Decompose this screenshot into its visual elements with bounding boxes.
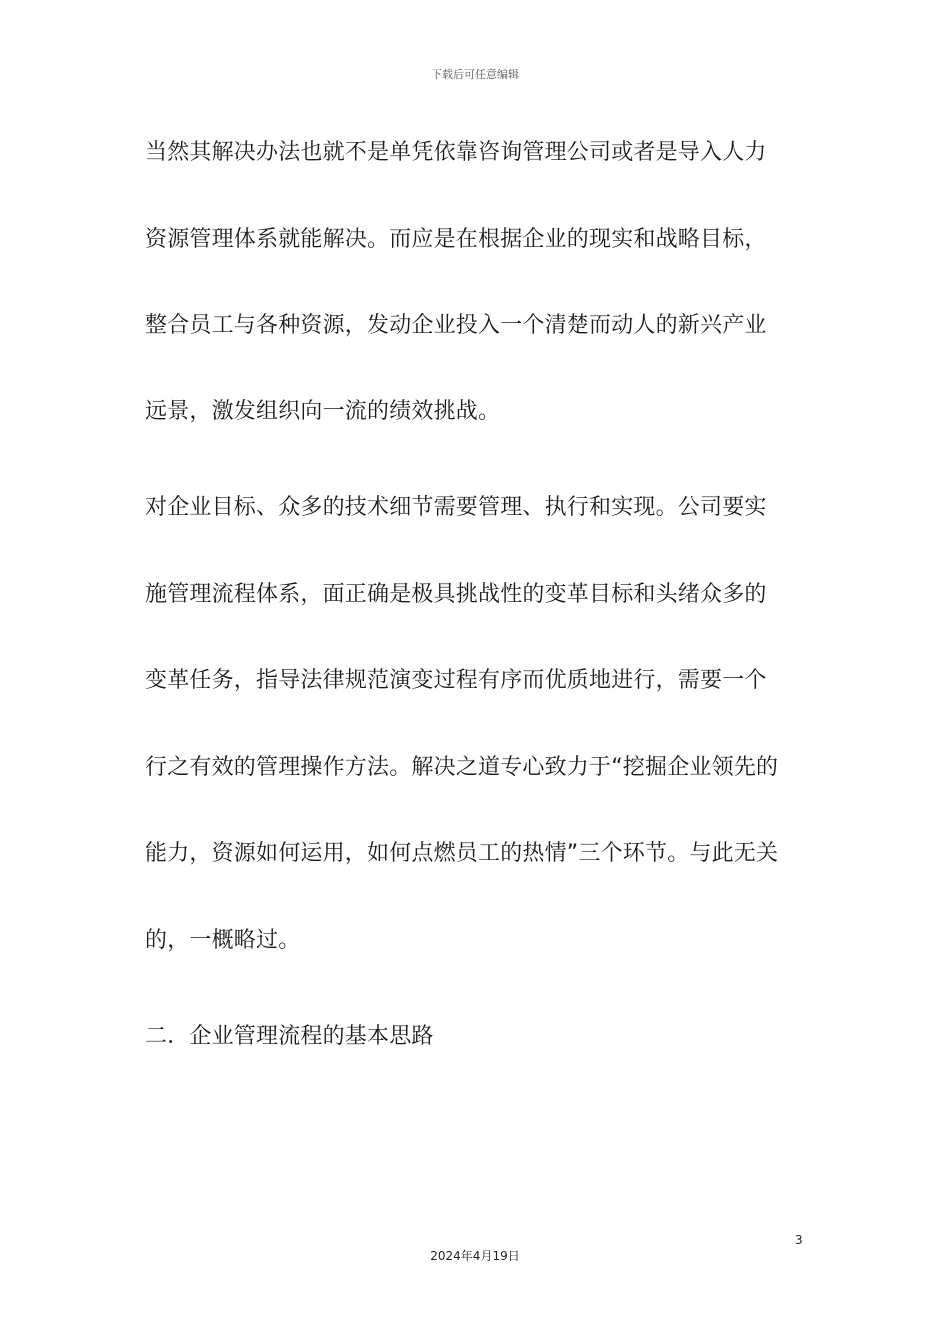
footer-date: 2024年4月19日 bbox=[430, 1249, 520, 1263]
paragraph-line: 当然其解决办法也就不是单凭依靠咨询管理公司或者是导入人力 bbox=[145, 140, 767, 165]
paragraph-line: 的，一概略过。 bbox=[145, 928, 301, 953]
page-number: 3 bbox=[795, 1233, 803, 1247]
paragraph-line: 变革任务，指导法律规范演变过程有序而优质地进行，需要一个 bbox=[145, 668, 767, 693]
paragraph-line: 整合员工与各种资源，发动企业投入一个清楚而动人的新兴产业 bbox=[145, 313, 767, 338]
paragraph-line: 对企业目标、众多的技术细节需要管理、执行和实现。公司要实 bbox=[145, 495, 767, 520]
page-header: 下载后可任意编辑 bbox=[431, 68, 519, 81]
paragraph-line: 能力，资源如何运用，如何点燃员工的热情”三个环节。与此无关 bbox=[145, 841, 779, 866]
paragraph-line: 远景，激发组织向一流的绩效挑战。 bbox=[145, 399, 501, 424]
section-heading: 二．企业管理流程的基本思路 bbox=[145, 1024, 434, 1049]
paragraph-line: 资源管理体系就能解决。而应是在根据企业的现实和战略目标， bbox=[145, 227, 767, 252]
paragraph-line: 行之有效的管理操作方法。解决之道专心致力于“挖掘企业领先的 bbox=[145, 755, 779, 780]
paragraph-line: 施管理流程体系，面正确是极具挑战性的变革目标和头绪众多的 bbox=[145, 582, 767, 607]
